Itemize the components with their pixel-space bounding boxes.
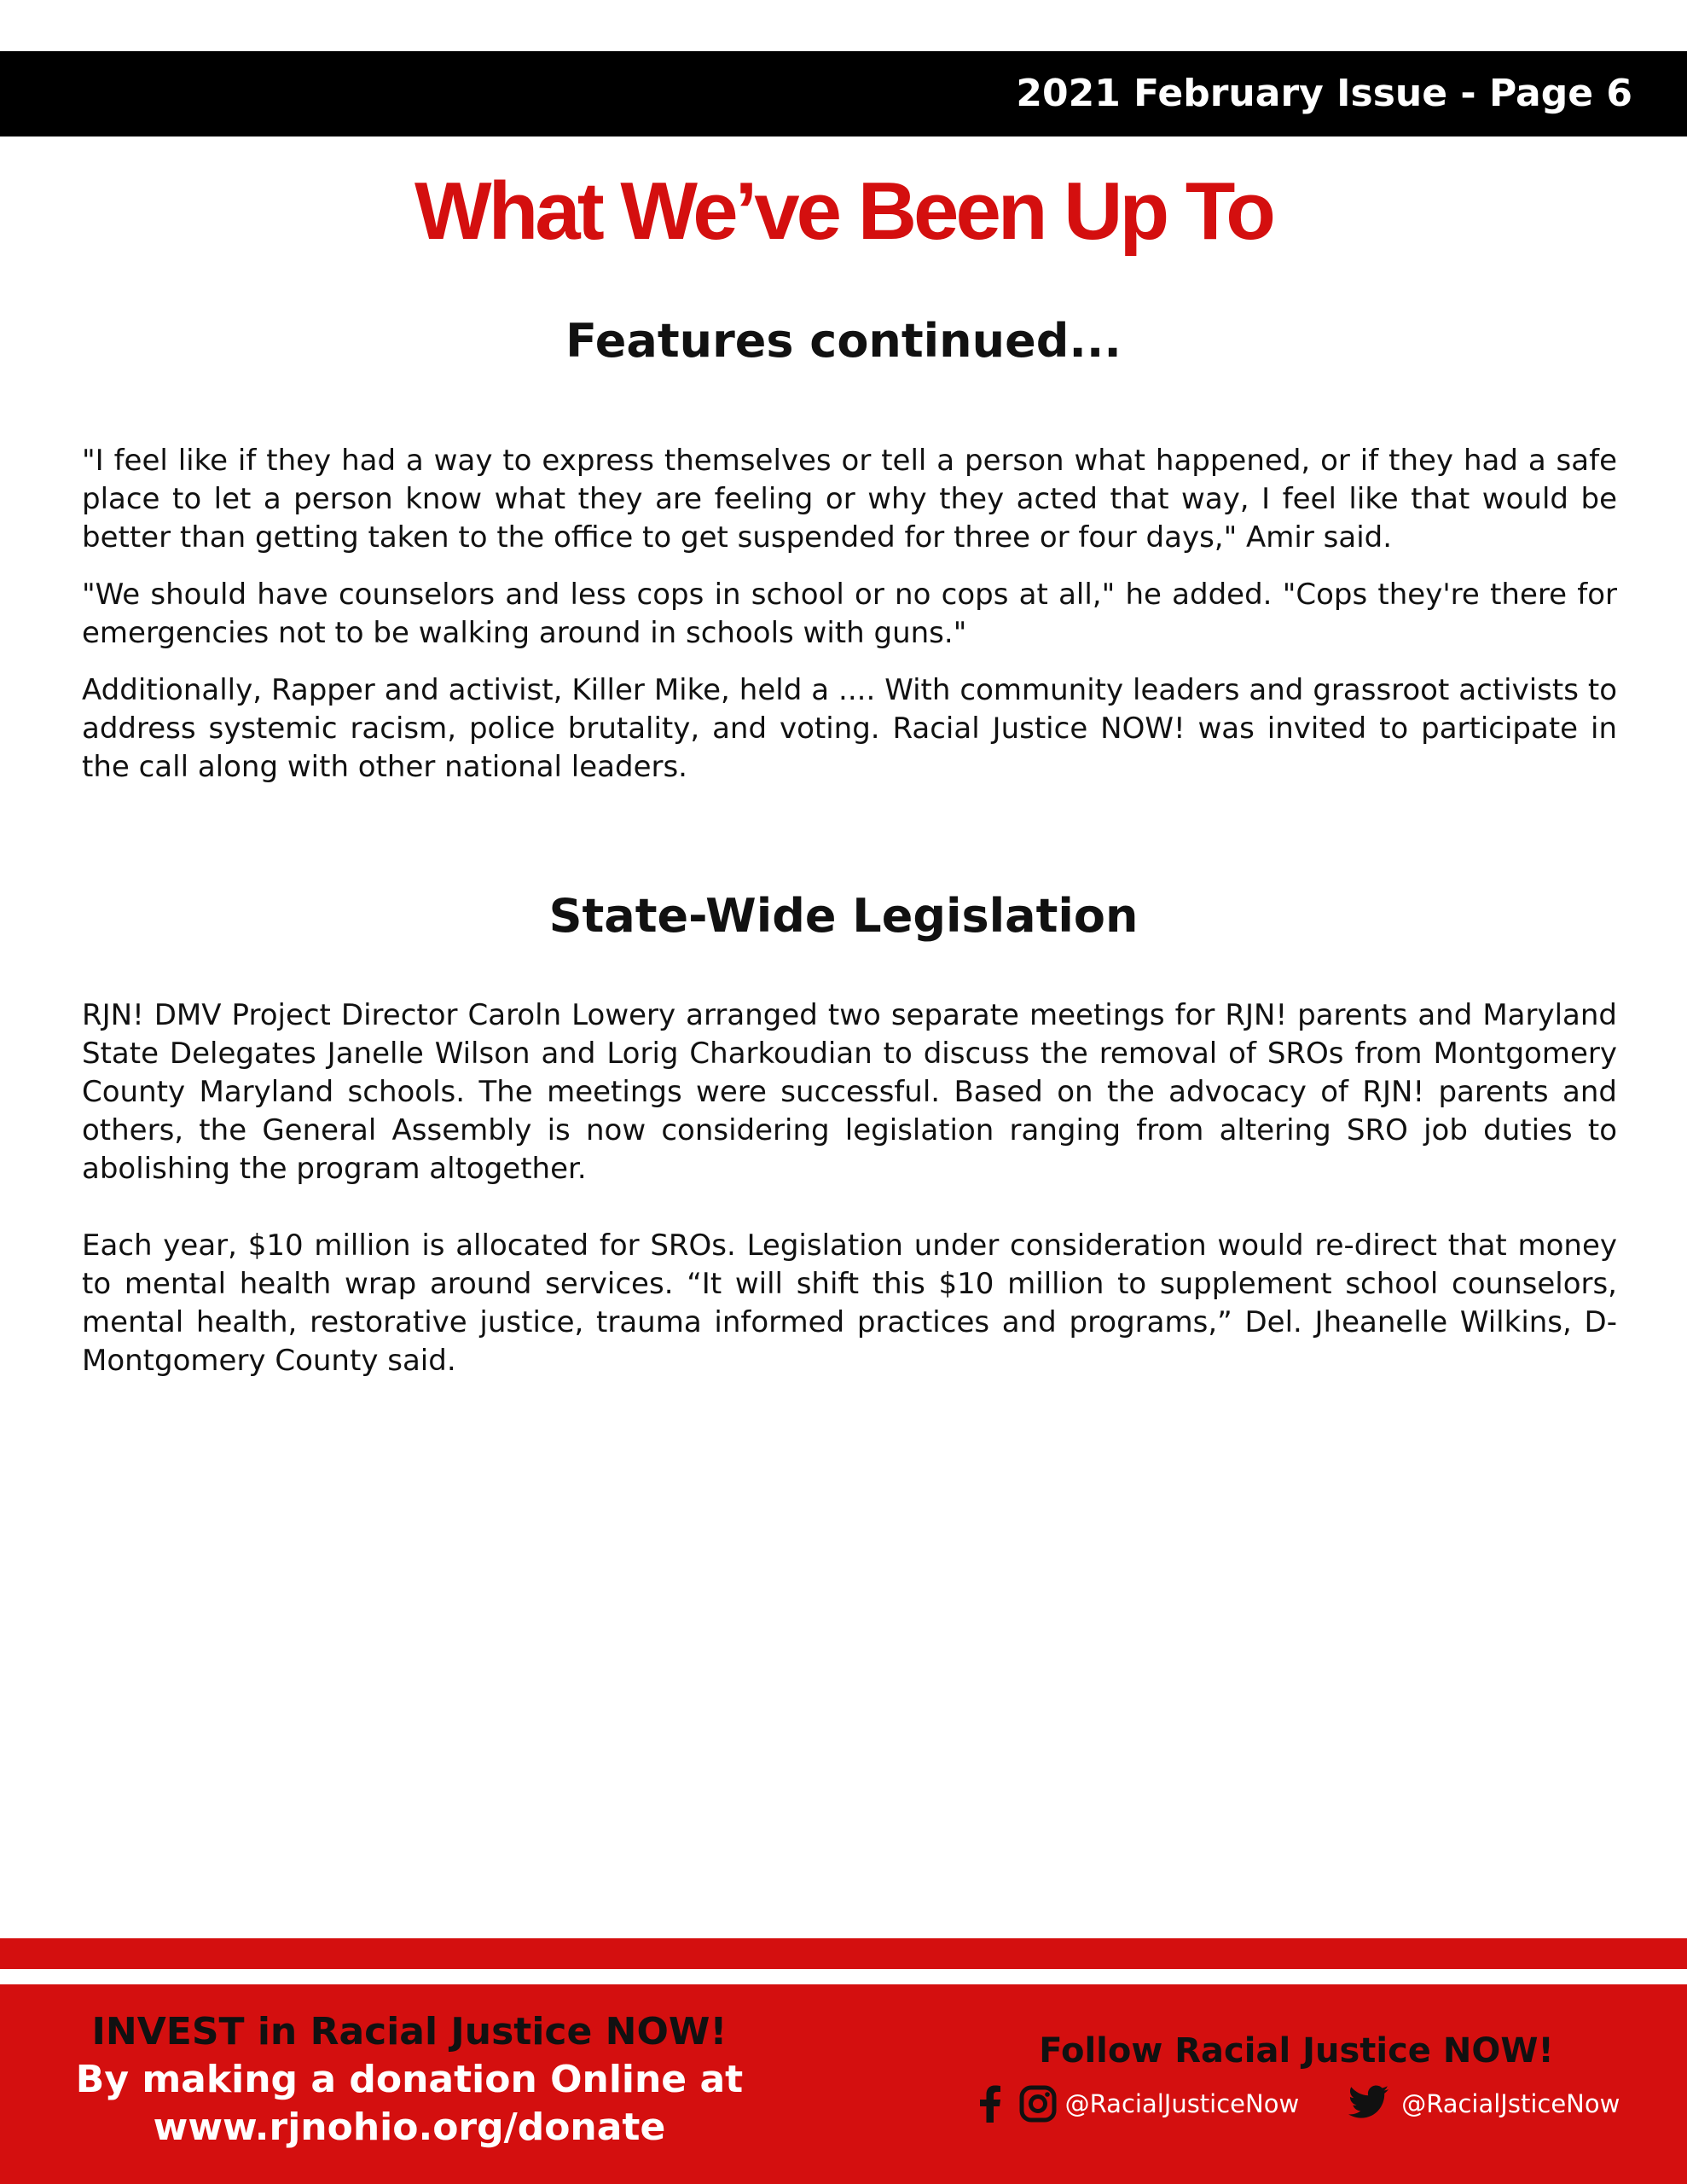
donate-link[interactable]: www.rjnohio.org/donate — [153, 2106, 666, 2149]
header-bar — [0, 51, 1687, 136]
features-paragraph: "I feel like if they had a way to express themselves or tell a person what happened, or if they had a safe place to let a person know what they are feeling or why they acted that way, I feel like that would be better than getting taken to the office to get suspended for three or four days," Amir said. — [82, 444, 1617, 555]
features-heading: Features continued... — [565, 314, 1122, 368]
twitter-handle[interactable]: @RacialJsticeNow — [1401, 2089, 1620, 2118]
footer-stripe — [0, 1938, 1687, 1969]
twitter-icon[interactable] — [1348, 2085, 1389, 2123]
donate-text: By making a donation Online at — [75, 2058, 744, 2101]
instagram-icon[interactable] — [1019, 2085, 1053, 2123]
legislation-paragraph: Each year, $10 million is allocated for SROs. Legislation under consideration would re-direct that money to mental health wrap around services. “It will shift this $10 million to supplement school counselors, mental health, restorative justice, trauma informed practices and programs,” Del. Jheanelle Wilkins, D-Montgomery County said. — [82, 1228, 1617, 1378]
follow-title: Follow Racial Justice NOW! — [1039, 2031, 1554, 2071]
legislation-paragraph: RJN! DMV Project Director Caroln Lowery arranged two separate meetings for RJN! parents and Maryland State Delegates Janelle Wilson and Lorig Charkoudian to discuss the removal of SROs from Montgomery County Maryland schools. The meetings were successful. Based on the advocacy of RJN! parents and others, the General Assembly is now considering legislation ranging from altering SRO job duties to abolishing the program altogether. — [82, 998, 1617, 1186]
legislation-heading: State-Wide Legislation — [548, 889, 1139, 943]
facebook-instagram-handle[interactable]: @RacialJusticeNow — [1064, 2089, 1300, 2118]
features-paragraph: "We should have counselors and less cops in school or no cops at all," he added. "Cops they're there for emergencies not to be walking around in schools with guns." — [82, 578, 1617, 650]
issue-label: 2021 February Issue - Page 6 — [1016, 72, 1632, 115]
page-title: What We’ve Been Up To — [415, 166, 1272, 257]
features-article — [82, 442, 1617, 805]
social-row — [947, 2085, 1646, 2123]
facebook-icon[interactable] — [973, 2085, 1007, 2123]
legislation-article — [82, 996, 1617, 1419]
footer — [0, 1984, 1687, 2184]
donate-callout: INVEST in Racial Justice NOW! — [91, 2010, 728, 2053]
follow-block — [947, 2029, 1646, 2123]
features-paragraph: Additionally, Rapper and activist, Killer Mike, held a .... With community leaders and grassroot activists to address systemic racism, police brutality, and voting. Racial Justice NOW! was invited to participate in the call along with other national leaders. — [82, 673, 1617, 784]
donate-block — [51, 2008, 768, 2152]
